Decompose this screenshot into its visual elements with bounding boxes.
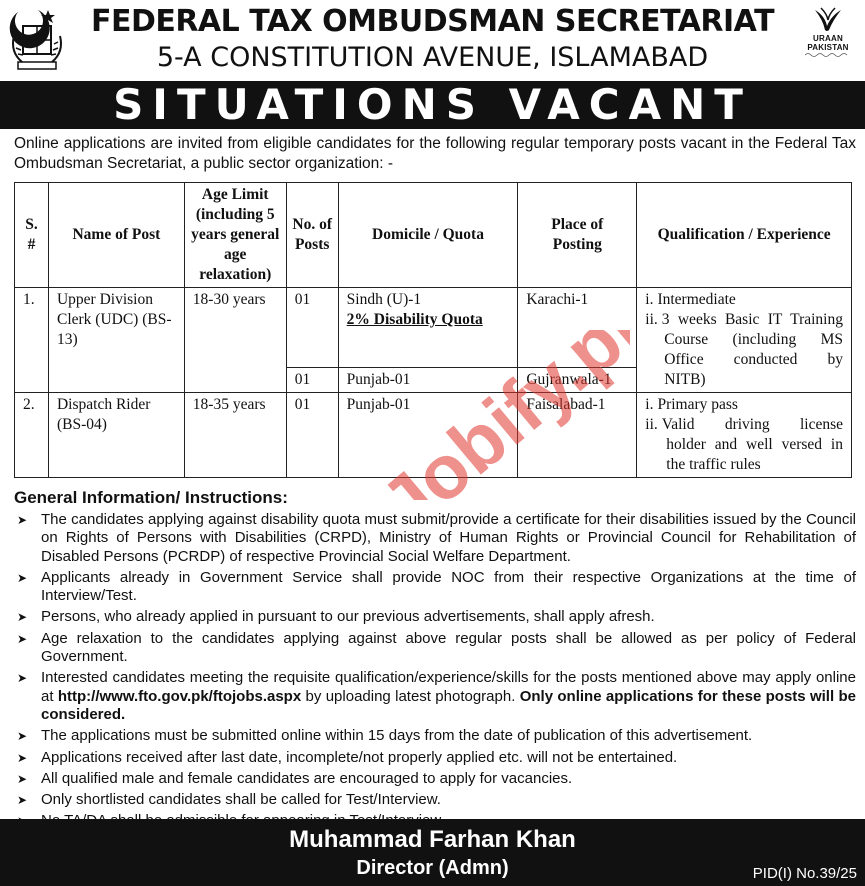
bird-icon [811, 6, 845, 34]
list-item: ➤ Age relaxation to the candidates applying against above regular posts shall be allowed as per policy of Federal Government. [17, 629, 856, 666]
situations-vacant-banner: SITUATIONS VACANT [0, 81, 865, 129]
signatory-designation: Director (Admn) [356, 857, 509, 879]
col-header-sno: S. # [15, 183, 49, 288]
signatory-name: Muhammad Farhan Khan [289, 826, 576, 853]
vacancies-table [14, 182, 852, 478]
list-item: ➤ The candidates applying against disability quota must submit/provide a certificate for their disabilities issued by the Council on Rights of Persons with Disabilities (CRPD), Ministry of Human Rights or Provincial Council for Rehabilitation of Disabled Persons (PCRDP) of respective Provincial Social Welfare Department. [17, 511, 856, 565]
arrow-bullet-icon: ➤ [17, 631, 28, 646]
list-item: ➤ Only shortlisted candidates shall be called for Test/Interview. [17, 791, 441, 809]
list-item: ➤ All qualified male and female candidates are encouraged to apply for vacancies. [17, 769, 573, 787]
row2-num: 01 [286, 393, 338, 478]
instructions-title: General Information/ Instructions: [14, 488, 288, 507]
row1b-num: 01 [286, 368, 338, 393]
qual-item: i. Primary pass [645, 396, 738, 413]
list-item: ➤ Applicants already in Government Service shall provide NOC from their respective Organizations at the time of Interview/Test. [17, 568, 856, 605]
uraan-logo-urdu-line [799, 52, 857, 57]
row1a-domicile [338, 288, 518, 368]
uraan-logo-text: URAAN PAKISTAN [807, 34, 849, 52]
row1b-place: Gujranwala-1 [518, 368, 637, 393]
row2-qualification [637, 393, 852, 478]
arrow-bullet-icon: ➤ [17, 610, 28, 625]
org-name: FEDERAL TAX OMBUDSMAN SECRETARIAT [90, 4, 775, 39]
col-header-place: Place of Posting [518, 183, 637, 288]
row1a-num: 01 [286, 288, 338, 368]
col-header-age: Age Limit (including 5 years general age relaxation) [184, 183, 286, 288]
ad-header [0, 0, 865, 80]
pid-number: PID(I) No.39/25 [752, 865, 857, 882]
row1a-disability-quota: 2% Disability Quota [346, 311, 483, 328]
arrow-bullet-icon: ➤ [17, 570, 28, 585]
arrow-bullet-icon: ➤ [17, 793, 28, 808]
qual-item: i. Intermediate [645, 291, 736, 308]
qual-item: ii. 3 weeks Basic IT Training Course (including MS Office conducted by NITB) [645, 311, 843, 388]
table-row [15, 288, 852, 368]
row1-age: 18-30 years [184, 288, 286, 393]
row1-qualification [637, 288, 852, 393]
col-header-num: No. of Posts [286, 183, 338, 288]
arrow-bullet-icon: ➤ [17, 671, 28, 686]
row2-place: Faisalabad-1 [518, 393, 637, 478]
list-item: ➤ Interested candidates meeting the requisite qualification/experience/skills for the posts mentioned above may apply online at http://www.fto.gov.pk/ftojobs.aspx by uploading latest photograph. Only online applications for these posts will be considered. [17, 669, 856, 723]
intro-text: Online applications are invited from eligible candidates for the following regular temporary posts vacant in the Federal Tax Ombudsman Secretariat, a public sector organization: - [14, 135, 856, 172]
signature-footer [0, 819, 865, 886]
list-item: ➤ Persons, who already applied in pursuant to our previous advertisements, shall apply afresh. [17, 608, 655, 626]
apply-url-link[interactable]: http://www.fto.gov.pk/ftojobs.aspx [57, 687, 302, 705]
row2-age: 18-35 years [184, 393, 286, 478]
instructions-list [14, 511, 856, 834]
pakistan-emblem-icon [8, 6, 66, 72]
list-item: ➤ The applications must be submitted online within 15 days from the date of publication of this advertisement. [17, 727, 753, 745]
arrow-bullet-icon: ➤ [17, 750, 28, 765]
row2-post: Dispatch Rider (BS-04) [48, 393, 184, 478]
list-item: ➤ Applications received after last date, incomplete/not properly applied etc. will not be entertained. [17, 748, 678, 766]
table-header-row [15, 183, 852, 288]
arrow-bullet-icon: ➤ [17, 513, 28, 527]
qual-item: ii. Valid driving license holder and well versed in the traffic rules [645, 416, 843, 473]
row1a-place: Karachi-1 [518, 288, 637, 368]
arrow-bullet-icon: ➤ [17, 729, 28, 744]
table-row [15, 393, 852, 478]
row1-post: Upper Division Clerk (UDC) (BS-13) [48, 288, 184, 393]
col-header-qual: Qualification / Experience [637, 183, 852, 288]
arrow-bullet-icon: ➤ [17, 771, 28, 786]
row1-sno: 1. [15, 288, 49, 393]
col-header-domicile: Domicile / Quota [338, 183, 518, 288]
watermark-text: Jobify.pk [365, 330, 630, 500]
col-header-post: Name of Post [48, 183, 184, 288]
row2-sno: 2. [15, 393, 49, 478]
row2-domicile: Punjab-01 [338, 393, 518, 478]
row1b-domicile: Punjab-01 [338, 368, 518, 393]
org-address: 5-A CONSTITUTION AVENUE, ISLAMABAD [156, 42, 709, 73]
uraan-pakistan-logo [799, 6, 857, 72]
row1a-domicile-text: Sindh (U)-1 [346, 291, 422, 308]
